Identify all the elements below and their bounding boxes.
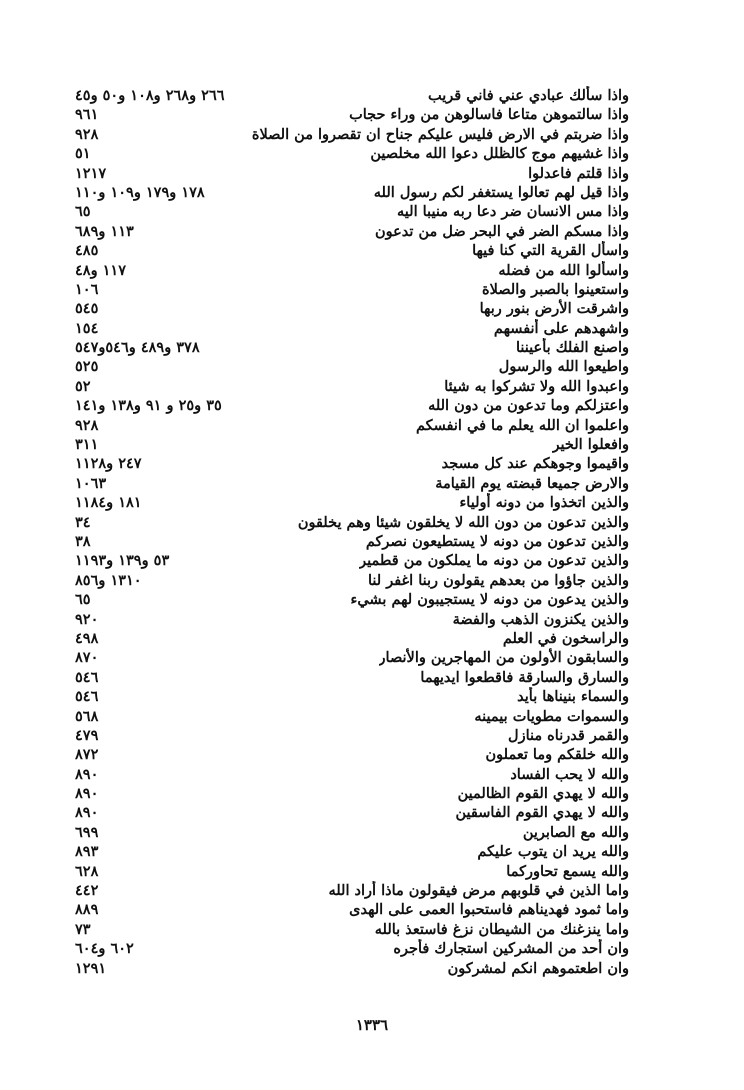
index-entry: [69, 86, 629, 105]
page-references: ٦٠٢ و٦٠٤: [75, 940, 134, 958]
verse-text: واذا قلتم فاعدلوا: [528, 164, 629, 182]
page-references: ١٠٦٣: [75, 474, 107, 492]
index-entry: [69, 435, 629, 454]
index-entry: [69, 183, 629, 202]
index-entry: [69, 241, 629, 260]
index-entry: [69, 648, 629, 667]
verse-text: واذا ضربتم في الارض فليس عليكم جناح ان تقصروا من الصلاة: [251, 125, 629, 143]
page-references: ٥٢٥: [75, 358, 99, 376]
index-entry: [69, 823, 629, 842]
verse-text: واما الذين في قلوبهم مرض فيقولون ماذا أراد الله: [328, 882, 629, 900]
index-entry: [69, 222, 629, 241]
page-references: ٩٢٨: [75, 416, 99, 434]
page-references: ٣١١: [75, 436, 99, 454]
verse-text: والذين تدعون من دونه ما يملكون من قطمير: [359, 552, 629, 570]
page-references: ٤٤٢: [75, 882, 99, 900]
index-entry: [69, 202, 629, 221]
page-references: ١٧٨ و١٧٩ و١٠٩ و١١٠: [75, 183, 205, 201]
verse-text: واعلموا ان الله يعلم ما في انفسكم: [415, 416, 629, 434]
verse-text: والله يسمع تحاوركما: [506, 862, 629, 880]
index-entry: [69, 396, 629, 415]
page-references: ١٥٤: [75, 319, 99, 337]
index-entry: [69, 629, 629, 648]
page-references: ١٣١٠ و٨٥٦: [75, 571, 142, 589]
verse-text: واسأل القرية التي كنا فيها: [472, 242, 629, 260]
verse-text: والذين يدعون من دونه لا يستجيبون لهم بشيء: [350, 591, 629, 609]
verse-text: واذا مسكم الضر في البحر ضل من تدعون: [375, 222, 629, 240]
index-entry: [69, 261, 629, 280]
page-references: ٩٢٨: [75, 125, 99, 143]
index-entry: [69, 338, 629, 357]
page-references: ٨٧٢: [75, 746, 99, 764]
verse-text: والله خلقكم وما تعملون: [485, 746, 629, 764]
page-references: ٥٦٨: [75, 707, 99, 725]
page-references: ٨٨٩: [75, 901, 99, 919]
page-references: ٥٢: [75, 377, 91, 395]
verse-text: والذين تدعون من دون الله لا يخلقون شيئا وهم يخلقون: [297, 513, 629, 531]
index-entry: [69, 105, 629, 124]
index-entry: [69, 144, 629, 163]
page-references: ٧٣: [75, 920, 91, 938]
verse-text: وافعلوا الخير: [552, 436, 629, 454]
index-entry: [69, 280, 629, 299]
verse-text: واذا سالتموهن متاعا فاسالوهن من وراء حجاب: [349, 106, 629, 124]
page-references: ٥٤٥: [75, 300, 99, 318]
index-entry: [69, 377, 629, 396]
page-references: ٦٥: [75, 203, 91, 221]
index-entry: [69, 125, 629, 144]
index-entry: [69, 551, 629, 570]
index-entry: [69, 493, 629, 512]
page-references: ٦٢٨: [75, 862, 99, 880]
page-references: ٤٧٩: [75, 726, 99, 744]
page-references: ١١٧ و٤٨: [75, 261, 127, 279]
index-entry: [69, 590, 629, 609]
verse-text: والذين يكنزون الذهب والفضة: [452, 610, 629, 628]
index-entry: [69, 532, 629, 551]
page-references: ١١٣ و٦٨٩: [75, 222, 134, 240]
page-references: ٤٩٨: [75, 629, 99, 647]
verse-text: والله لا يهدي القوم الفاسقين: [455, 804, 629, 822]
index-entry: [69, 707, 629, 726]
index-entry: [69, 513, 629, 532]
verse-text: والقمر قدرناه منازل: [508, 726, 629, 744]
page-references: ٥٣ و١٣٩ و١١٩٣: [75, 552, 170, 570]
verse-text: واسألوا الله من فضله: [498, 261, 629, 279]
verse-text: واستعينوا بالصبر والصلاة: [481, 280, 629, 298]
verse-text: والذين تدعون من دونه لا يستطيعون نصركم: [365, 532, 629, 550]
verse-index-list: [69, 86, 629, 978]
page-references: ١٢١٧: [75, 164, 107, 182]
page-references: ٥١: [75, 145, 91, 163]
verse-text: وان أحد من المشركين استجارك فأجره: [393, 940, 629, 958]
verse-text: والله مع الصابرين: [522, 823, 629, 841]
verse-text: والله لا يهدي القوم الظالمين: [457, 785, 629, 803]
page-references: ٢٦٦ و٢٦٨ و١٠٨ و٥٠ و٤٥: [75, 87, 225, 104]
verse-text: واما ثمود فهديناهم فاستحبوا العمى على الهدى: [349, 901, 629, 919]
index-entry: [69, 862, 629, 881]
index-entry: [69, 881, 629, 900]
verse-text: واذا غشيهم موج كالظلل دعوا الله مخلصين: [370, 145, 629, 163]
index-entry: [69, 842, 629, 861]
page-references: ٤٨٥: [75, 242, 99, 260]
verse-text: واذا مس الانسان ضر دعا ربه منيبا اليه: [397, 203, 629, 221]
verse-text: والذين اتخذوا من دونه أولياء: [459, 494, 629, 512]
page-references: ٨٩٣: [75, 843, 99, 861]
page-references: ٢٤٧ و١١٢٨: [75, 455, 142, 473]
index-entry: [69, 319, 629, 338]
index-entry: [69, 474, 629, 493]
page-references: ٥٤٦: [75, 688, 99, 706]
page-references: ١٢٩١: [75, 959, 107, 977]
verse-text: واقيموا وجوهكم عند كل مسجد: [441, 455, 629, 473]
verse-text: والراسخون في العلم: [502, 629, 629, 647]
verse-text: واذا سألك عبادي عني فاني قريب: [427, 87, 629, 104]
verse-text: واعبدوا الله ولا تشركوا به شيئا: [444, 377, 629, 395]
index-entry: [69, 939, 629, 958]
index-entry: [69, 745, 629, 764]
page-number: ١٣٣٦: [355, 1016, 389, 1034]
verse-text: واما ينزغنك من الشيطان نزغ فاستعذ بالله: [374, 920, 629, 938]
verse-text: والسماء بنيناها بأيد: [517, 688, 629, 706]
verse-text: واذا قيل لهم تعالوا يستغفر لكم رسول الله: [373, 183, 629, 201]
index-entry: [69, 299, 629, 318]
verse-text: والله لا يحب الفساد: [510, 765, 629, 783]
index-entry: [69, 454, 629, 473]
verse-text: واصنع الفلك بأعيننا: [516, 339, 629, 357]
index-entry: [69, 610, 629, 629]
index-entry: [69, 900, 629, 919]
page-references: ٦٥: [75, 591, 91, 609]
index-entry: [69, 803, 629, 822]
index-entry: [69, 668, 629, 687]
page-references: ٣٤: [75, 513, 91, 531]
page-references: ٣٨: [75, 532, 91, 550]
index-entry: [69, 164, 629, 183]
verse-text: والذين جاؤوا من بعدهم يقولون ربنا اغفر لنا: [367, 571, 629, 589]
index-entry: [69, 416, 629, 435]
verse-text: والارض جميعا قبضته يوم القيامة: [435, 474, 629, 492]
index-entry: [69, 959, 629, 978]
index-entry: [69, 784, 629, 803]
index-entry: [69, 726, 629, 745]
page-references: ٨٩٠: [75, 804, 99, 822]
page-references: ١٠٦: [75, 280, 99, 298]
page-references: ١٨١ و١١٨٤: [75, 494, 142, 512]
verse-text: واعتزلكم وما تدعون من دون الله: [428, 397, 629, 415]
page-references: ٣٧٨ و٤٨٩ و٥٤٦و٥٤٧: [75, 339, 200, 357]
verse-text: والسابقون الأولون من المهاجرين والأنصار: [378, 649, 629, 667]
index-entry: [69, 571, 629, 590]
index-entry: [69, 687, 629, 706]
page-references: ٥٤٦: [75, 668, 99, 686]
page-references: ٨٩٠: [75, 765, 99, 783]
index-entry: [69, 357, 629, 376]
page-references: ٣٥ و٢٥ و ٩١ و١٣٨ و١٤١: [75, 397, 222, 415]
verse-text: والسموات مطويات بيمينه: [474, 707, 629, 725]
index-entry: [69, 765, 629, 784]
verse-text: والسارق والسارقة فاقطعوا ايديهما: [420, 668, 629, 686]
page-references: ٨٩٠: [75, 785, 99, 803]
verse-text: وان اطعتموهم انكم لمشركون: [447, 959, 629, 977]
verse-text: واشرقت الأرض بنور ربها: [479, 300, 629, 318]
verse-text: واشهدهم على أنفسهم: [493, 319, 629, 337]
verse-text: والله يريد ان يتوب عليكم: [477, 843, 629, 861]
page-references: ٨٧٠: [75, 649, 99, 667]
page-references: ٦٩٩: [75, 823, 99, 841]
index-entry: [69, 920, 629, 939]
verse-text: واطيعوا الله والرسول: [498, 358, 629, 376]
page-references: ٩٦١: [75, 106, 99, 124]
page-references: ٩٢٠: [75, 610, 99, 628]
